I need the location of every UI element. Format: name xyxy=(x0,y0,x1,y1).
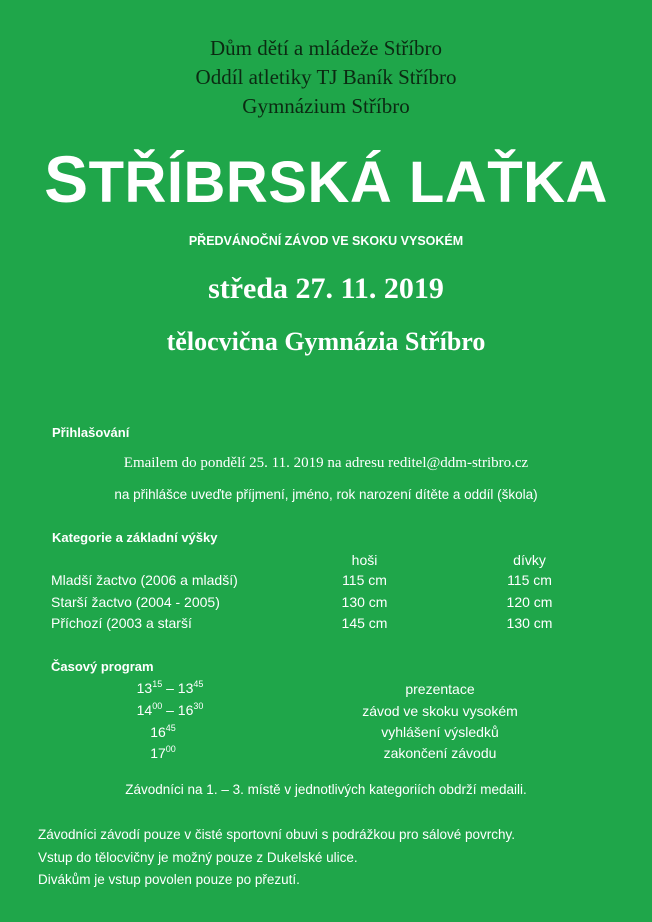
boys-height: 130 cm xyxy=(341,594,388,610)
time-hour: 13 xyxy=(177,680,194,696)
event-title xyxy=(0,141,652,217)
time-hour: 17 xyxy=(150,745,166,761)
event-subtitle: PŘEDVÁNOČNÍ ZÁVOD VE SKOKU VYSOKÉM xyxy=(188,234,464,248)
category-row xyxy=(0,615,652,637)
schedule-item-label: prezentace xyxy=(405,681,475,697)
category-row xyxy=(0,594,652,616)
boys-height: 145 cm xyxy=(341,615,388,631)
schedule-time xyxy=(133,724,193,740)
event-title-initial: S xyxy=(44,142,89,216)
girls-height: 130 cm xyxy=(506,615,553,631)
time-hour: 13 xyxy=(136,680,153,696)
organizer-line-3: Gymnázium Stříbro xyxy=(242,94,410,118)
time-minute: 15 xyxy=(152,679,163,689)
registration-email-line: Emailem do pondělí 25. 11. 2019 na adresu reditel@ddm-stribro.cz xyxy=(123,455,529,471)
note-line-3: Divákům je vstup povolen pouze po přezutí. xyxy=(38,872,300,887)
column-girls: dívky xyxy=(513,552,546,568)
organizer-line-1: Dům dětí a mládeže Stříbro xyxy=(209,36,443,60)
schedule-time xyxy=(110,680,230,696)
time-hour: 16 xyxy=(150,724,166,740)
organizer-line-2: Oddíl atletiky TJ Baník Stříbro xyxy=(195,65,457,89)
note-line-1: Závodníci závodí pouze v čisté sportovní obuvi s podrážkou pro sálové povrchy. xyxy=(38,827,516,842)
medals-note: Závodníci na 1. – 3. místě v jednotlivých kategoriích obdrží medaili. xyxy=(125,782,527,797)
category-name: Mladší žactvo (2006 a mladší) xyxy=(51,572,238,588)
time-hour: 16 xyxy=(177,702,194,718)
registration-heading: Přihlašování xyxy=(52,425,130,440)
time-hour: 14 xyxy=(136,702,153,718)
note-line-2: Vstup do tělocvičny je možný pouze z Dukelské ulice. xyxy=(38,850,358,865)
time-minute: 45 xyxy=(193,679,204,689)
boys-height: 115 cm xyxy=(342,572,387,588)
time-separator: – xyxy=(162,680,178,696)
schedule-heading: Časový program xyxy=(51,659,154,674)
categories-heading: Kategorie a základní výšky xyxy=(52,530,218,545)
schedule-time xyxy=(110,702,230,718)
schedule-item-label: závod ve skoku vysokém xyxy=(362,703,518,719)
girls-height: 115 cm xyxy=(507,572,552,588)
time-separator: – xyxy=(162,702,178,718)
time-minute: 30 xyxy=(193,701,204,711)
girls-height: 120 cm xyxy=(506,594,553,610)
schedule-time xyxy=(133,745,193,761)
time-minute: 45 xyxy=(165,723,176,733)
category-name: Příchozí (2003 a starší xyxy=(51,615,192,631)
schedule-item-label: vyhlášení výsledků xyxy=(381,724,499,740)
category-name: Starší žactvo (2004 - 2005) xyxy=(51,594,220,610)
column-boys: hoši xyxy=(351,552,378,568)
event-date: středa 27. 11. 2019 xyxy=(208,272,444,305)
category-row xyxy=(0,572,652,594)
categories-header-row xyxy=(0,552,652,574)
event-venue: tělocvična Gymnázia Stříbro xyxy=(166,327,486,356)
event-title-rest: TŘÍBRSKÁ LAŤKA xyxy=(88,150,608,215)
time-minute: 00 xyxy=(152,701,163,711)
time-minute: 00 xyxy=(165,744,176,754)
registration-info-line: na přihlášce uveďte příjmení, jméno, rok narození dítěte a oddíl (škola) xyxy=(114,487,538,502)
schedule-item-label: zakončení závodu xyxy=(383,745,497,761)
